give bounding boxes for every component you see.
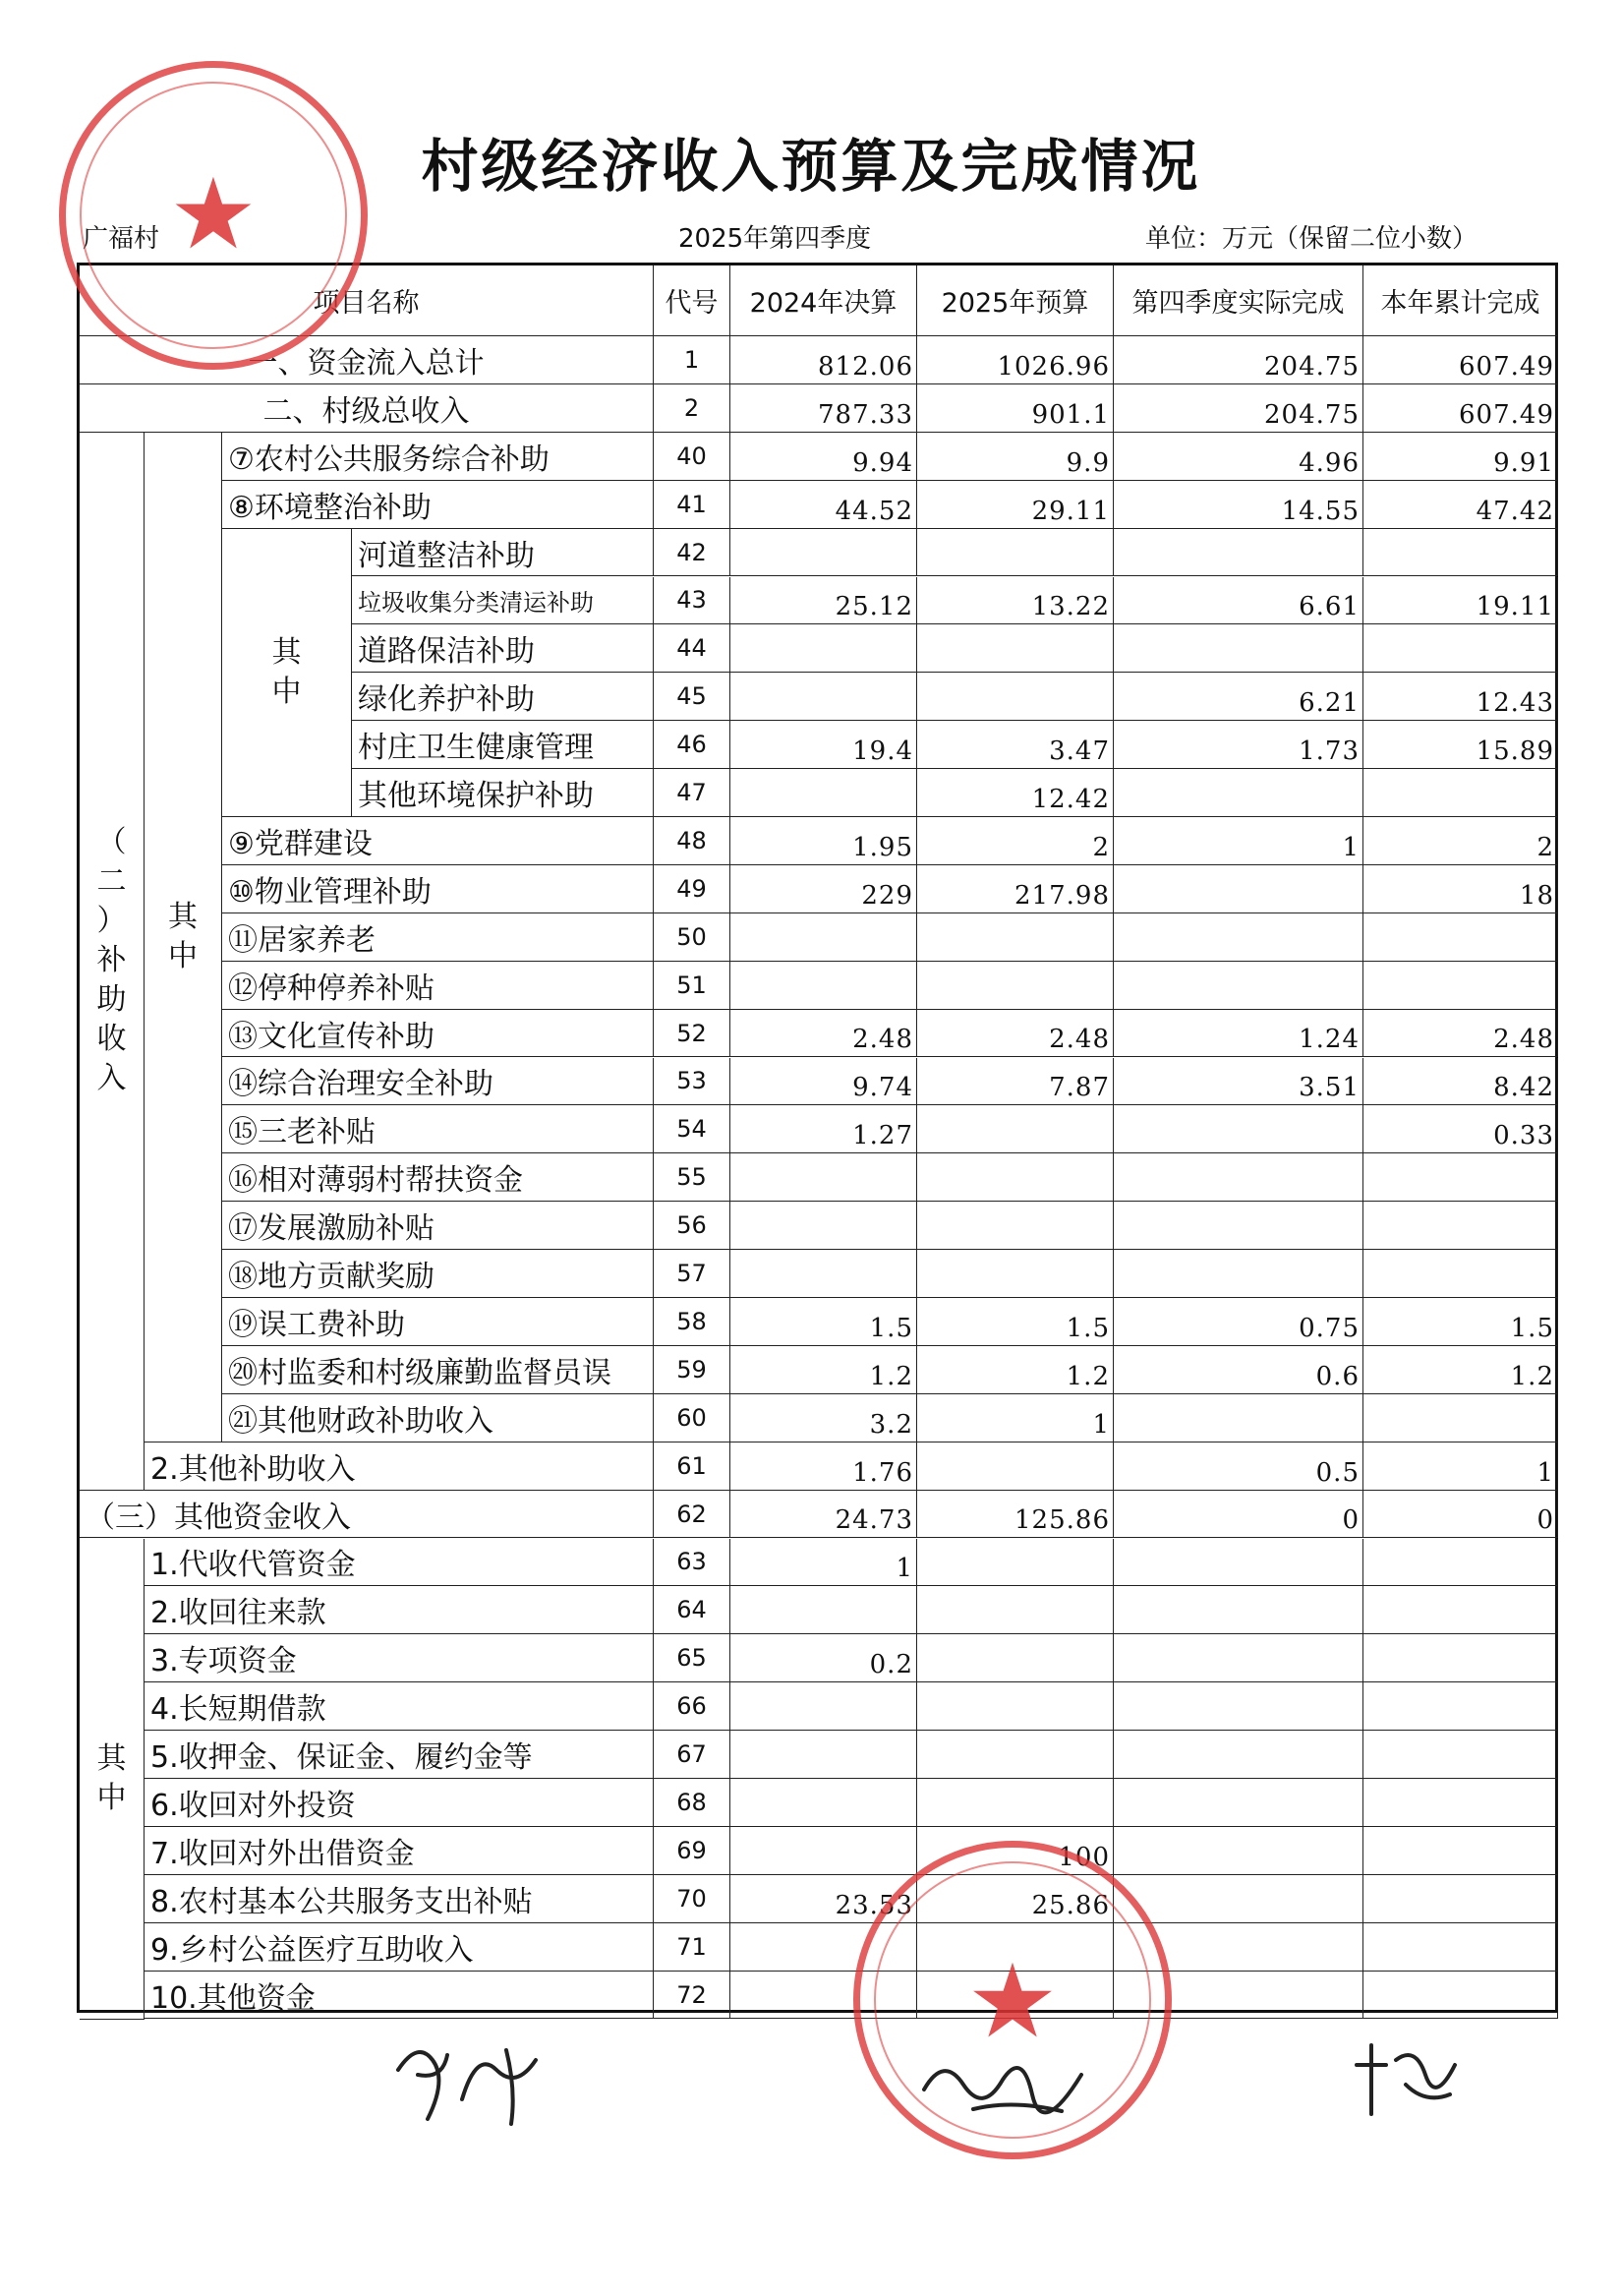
value-q4-actual <box>1114 913 1363 962</box>
row-name: 5.收押金、保证金、履约金等 <box>145 1731 654 1779</box>
row-name: ⑩物业管理补助 <box>222 865 654 913</box>
group-label-char: 其 <box>96 1740 127 1776</box>
value-ytd-actual: 1.5 <box>1363 1298 1558 1346</box>
group-label-char: 补 <box>96 943 127 978</box>
value-ytd-actual: 9.91 <box>1363 433 1558 481</box>
group-label-char: 其 <box>271 634 302 670</box>
value-2025-budget <box>917 913 1114 962</box>
value-2025-budget <box>917 1923 1114 1972</box>
value-2025-budget <box>917 1442 1114 1491</box>
value-2024-final: 3.2 <box>730 1394 917 1442</box>
header-item-name: 项目名称 <box>80 265 654 336</box>
value-q4-actual: 3.51 <box>1114 1058 1363 1106</box>
value-2025-budget <box>917 529 1114 577</box>
group-label-char: ） <box>96 904 127 939</box>
value-2024-final: 9.94 <box>730 433 917 481</box>
value-2024-final <box>730 624 917 673</box>
row-name: 村庄卫生健康管理 <box>352 721 654 769</box>
value-2025-budget: 1 <box>917 1394 1114 1442</box>
value-2024-final: 787.33 <box>730 384 917 433</box>
value-ytd-actual: 0.33 <box>1363 1105 1558 1153</box>
value-2025-budget: 3.47 <box>917 721 1114 769</box>
value-2025-budget: 29.11 <box>917 481 1114 529</box>
value-2025-budget: 901.1 <box>917 384 1114 433</box>
value-ytd-actual: 1 <box>1363 1442 1558 1491</box>
value-q4-actual <box>1114 1972 1363 2020</box>
row-code: 64 <box>654 1586 730 1634</box>
value-2024-final <box>730 1586 917 1634</box>
value-q4-actual <box>1114 1586 1363 1634</box>
value-ytd-actual <box>1363 962 1558 1010</box>
row-name: ⑫停种停养补贴 <box>222 962 654 1010</box>
row-name: ⑯相对薄弱村帮扶资金 <box>222 1153 654 1202</box>
value-2024-final: 1.27 <box>730 1105 917 1153</box>
value-2025-budget <box>917 1779 1114 1827</box>
row-name: 2.其他补助收入 <box>145 1442 654 1491</box>
group-subsidy-income <box>80 433 145 1491</box>
value-2024-final: 812.06 <box>730 336 917 384</box>
value-ytd-actual: 47.42 <box>1363 481 1558 529</box>
row-name: 一、资金流入总计 <box>80 336 654 384</box>
header-budget-2025: 2025年预算 <box>917 265 1114 336</box>
value-q4-actual <box>1114 1153 1363 1202</box>
row-code: 43 <box>654 577 730 625</box>
group-label-char: 收 <box>96 1022 127 1057</box>
value-2024-final: 2.48 <box>730 1010 917 1058</box>
signature-middle <box>914 2040 1111 2129</box>
row-name: 道路保洁补助 <box>352 624 654 673</box>
row-code: 71 <box>654 1923 730 1972</box>
row-code: 44 <box>654 624 730 673</box>
report-period: 2025年第四季度 <box>678 224 872 254</box>
row-name: 河道整洁补助 <box>352 529 654 577</box>
row-name: ⑱地方贡献奖励 <box>222 1250 654 1298</box>
value-2024-final: 9.74 <box>730 1058 917 1106</box>
row-code: 70 <box>654 1875 730 1923</box>
value-ytd-actual: 607.49 <box>1363 384 1558 433</box>
row-name: 2.收回往来款 <box>145 1586 654 1634</box>
value-2025-budget: 217.98 <box>917 865 1114 913</box>
star-icon: ★ <box>966 1941 1059 2061</box>
value-q4-actual: 204.75 <box>1114 336 1363 384</box>
row-code: 65 <box>654 1634 730 1682</box>
header-ytd-actual: 本年累计完成 <box>1363 265 1558 336</box>
value-ytd-actual: 8.42 <box>1363 1058 1558 1106</box>
value-2024-final: 1.2 <box>730 1346 917 1394</box>
row-name: 垃圾收集分类清运补助 <box>352 577 654 625</box>
value-ytd-actual <box>1363 1972 1558 2020</box>
value-q4-actual: 204.75 <box>1114 384 1363 433</box>
value-2024-final: 1.76 <box>730 1442 917 1491</box>
group-subsidy-detail <box>145 433 222 1442</box>
row-code: 63 <box>654 1539 730 1587</box>
value-2025-budget: 1026.96 <box>917 336 1114 384</box>
group-label-char: 入 <box>96 1061 127 1096</box>
row-code: 58 <box>654 1298 730 1346</box>
value-2025-budget: 100 <box>917 1827 1114 1875</box>
value-ytd-actual <box>1363 1153 1558 1202</box>
value-2024-final <box>730 673 917 721</box>
value-ytd-actual: 1.2 <box>1363 1346 1558 1394</box>
row-code: 47 <box>654 769 730 817</box>
signature-left <box>388 2031 565 2139</box>
value-2025-budget <box>917 1972 1114 2020</box>
row-name: ⑰发展激励补贴 <box>222 1202 654 1250</box>
value-2025-budget: 2.48 <box>917 1010 1114 1058</box>
value-q4-actual <box>1114 1682 1363 1731</box>
row-code: 54 <box>654 1105 730 1153</box>
row-name: ⑳村监委和村级廉勤监督员误 <box>222 1346 654 1394</box>
value-ytd-actual: 607.49 <box>1363 336 1558 384</box>
value-2024-final <box>730 1250 917 1298</box>
value-2024-final: 1.95 <box>730 817 917 865</box>
value-q4-actual: 14.55 <box>1114 481 1363 529</box>
value-ytd-actual: 18 <box>1363 865 1558 913</box>
value-ytd-actual <box>1363 1250 1558 1298</box>
value-2024-final <box>730 769 917 817</box>
value-q4-actual: 1.73 <box>1114 721 1363 769</box>
row-name: ⑦农村公共服务综合补助 <box>222 433 654 481</box>
group-label-char: 助 <box>96 982 127 1018</box>
value-2024-final <box>730 1153 917 1202</box>
value-q4-actual <box>1114 1539 1363 1587</box>
value-q4-actual <box>1114 1394 1363 1442</box>
row-code: 61 <box>654 1442 730 1491</box>
header-q4-actual: 第四季度实际完成 <box>1114 265 1363 336</box>
value-2025-budget <box>917 624 1114 673</box>
group-label-char: （ <box>96 825 127 860</box>
row-name: 4.长短期借款 <box>145 1682 654 1731</box>
value-ytd-actual: 15.89 <box>1363 721 1558 769</box>
row-code: 66 <box>654 1682 730 1731</box>
value-q4-actual <box>1114 1105 1363 1153</box>
value-2025-budget: 1.2 <box>917 1346 1114 1394</box>
value-ytd-actual <box>1363 1682 1558 1731</box>
value-2024-final: 25.12 <box>730 577 917 625</box>
value-2024-final <box>730 1779 917 1827</box>
value-2024-final: 1.5 <box>730 1298 917 1346</box>
row-name: 6.收回对外投资 <box>145 1779 654 1827</box>
value-ytd-actual <box>1363 1827 1558 1875</box>
row-code: 59 <box>654 1346 730 1394</box>
value-ytd-actual: 2.48 <box>1363 1010 1558 1058</box>
value-2025-budget: 7.87 <box>917 1058 1114 1106</box>
value-q4-actual <box>1114 1202 1363 1250</box>
page-title: 村级经济收入预算及完成情况 <box>421 133 1201 200</box>
row-code: 48 <box>654 817 730 865</box>
value-q4-actual <box>1114 962 1363 1010</box>
row-code: 56 <box>654 1202 730 1250</box>
value-q4-actual <box>1114 1731 1363 1779</box>
row-name: ⑪居家养老 <box>222 913 654 962</box>
value-ytd-actual <box>1363 1779 1558 1827</box>
value-q4-actual: 1.24 <box>1114 1010 1363 1058</box>
value-2025-budget <box>917 673 1114 721</box>
row-code: 40 <box>654 433 730 481</box>
value-q4-actual <box>1114 529 1363 577</box>
row-code: 57 <box>654 1250 730 1298</box>
value-ytd-actual <box>1363 1731 1558 1779</box>
value-ytd-actual <box>1363 624 1558 673</box>
value-q4-actual: 0 <box>1114 1491 1363 1539</box>
budget-table <box>77 263 1558 2016</box>
row-name: 二、村级总收入 <box>80 384 654 433</box>
value-2024-final <box>730 1972 917 2020</box>
value-ytd-actual <box>1363 1586 1558 1634</box>
value-2024-final <box>730 1923 917 1972</box>
unit-note: 单位：万元（保留二位小数） <box>1145 224 1478 254</box>
value-q4-actual <box>1114 1875 1363 1923</box>
value-2024-final: 23.53 <box>730 1875 917 1923</box>
value-2025-budget <box>917 1634 1114 1682</box>
row-name: 9.乡村公益医疗互助收入 <box>145 1923 654 1972</box>
row-name: ⑬文化宣传补助 <box>222 1010 654 1058</box>
value-2025-budget: 9.9 <box>917 433 1114 481</box>
value-2024-final: 24.73 <box>730 1491 917 1539</box>
value-q4-actual: 6.61 <box>1114 577 1363 625</box>
value-2025-budget: 2 <box>917 817 1114 865</box>
row-code: 68 <box>654 1779 730 1827</box>
value-q4-actual <box>1114 1827 1363 1875</box>
row-name: 3.专项资金 <box>145 1634 654 1682</box>
value-2025-budget <box>917 1586 1114 1634</box>
group-environment-detail <box>222 529 352 817</box>
row-name: 绿化养护补助 <box>352 673 654 721</box>
value-2025-budget: 12.42 <box>917 769 1114 817</box>
value-q4-actual <box>1114 1779 1363 1827</box>
value-2024-final: 229 <box>730 865 917 913</box>
value-2025-budget <box>917 1731 1114 1779</box>
value-ytd-actual <box>1363 1539 1558 1587</box>
group-label-char: 中 <box>96 1780 127 1815</box>
value-ytd-actual: 19.11 <box>1363 577 1558 625</box>
row-name: ⑧环境整治补助 <box>222 481 654 529</box>
header-code: 代号 <box>654 265 730 336</box>
value-q4-actual <box>1114 1923 1363 1972</box>
row-name: （三）其他资金收入 <box>80 1491 654 1539</box>
row-code: 51 <box>654 962 730 1010</box>
value-q4-actual <box>1114 769 1363 817</box>
value-2025-budget <box>917 1153 1114 1202</box>
value-2024-final <box>730 962 917 1010</box>
value-q4-actual: 6.21 <box>1114 673 1363 721</box>
value-ytd-actual: 12.43 <box>1363 673 1558 721</box>
row-code: 49 <box>654 865 730 913</box>
row-code: 72 <box>654 1972 730 2020</box>
value-2024-final <box>730 1731 917 1779</box>
row-name: 其他环境保护补助 <box>352 769 654 817</box>
value-2024-final <box>730 1682 917 1731</box>
value-q4-actual <box>1114 624 1363 673</box>
value-2024-final: 19.4 <box>730 721 917 769</box>
village-name: 广福村 <box>83 224 160 254</box>
value-ytd-actual <box>1363 913 1558 962</box>
row-code: 69 <box>654 1827 730 1875</box>
row-code: 46 <box>654 721 730 769</box>
value-q4-actual: 0.75 <box>1114 1298 1363 1346</box>
value-2024-final <box>730 913 917 962</box>
row-code: 52 <box>654 1010 730 1058</box>
row-code: 50 <box>654 913 730 962</box>
row-name: ⑲误工费补助 <box>222 1298 654 1346</box>
value-2024-final <box>730 1202 917 1250</box>
star-icon: ★ <box>169 156 258 271</box>
row-code: 62 <box>654 1491 730 1539</box>
value-q4-actual: 1 <box>1114 817 1363 865</box>
value-q4-actual <box>1114 1250 1363 1298</box>
row-code: 2 <box>654 384 730 433</box>
value-ytd-actual: 0 <box>1363 1491 1558 1539</box>
value-q4-actual <box>1114 865 1363 913</box>
row-code: 42 <box>654 529 730 577</box>
value-2025-budget: 25.86 <box>917 1875 1114 1923</box>
value-2025-budget <box>917 1539 1114 1587</box>
group-label-char: 二 <box>96 864 127 900</box>
value-ytd-actual <box>1363 1202 1558 1250</box>
group-label-char: 中 <box>271 674 302 709</box>
value-q4-actual: 4.96 <box>1114 433 1363 481</box>
value-2025-budget: 1.5 <box>917 1298 1114 1346</box>
value-2024-final: 0.2 <box>730 1634 917 1682</box>
row-name: 7.收回对外出借资金 <box>145 1827 654 1875</box>
row-name: ⑮三老补贴 <box>222 1105 654 1153</box>
row-code: 55 <box>654 1153 730 1202</box>
value-2024-final <box>730 529 917 577</box>
signature-right <box>1347 2035 1465 2124</box>
group-label-char: 其 <box>168 899 198 934</box>
row-name: 1.代收代管资金 <box>145 1539 654 1587</box>
value-q4-actual <box>1114 1634 1363 1682</box>
value-2024-final: 1 <box>730 1539 917 1587</box>
row-name: ⑨党群建设 <box>222 817 654 865</box>
value-ytd-actual <box>1363 1923 1558 1972</box>
value-2024-final <box>730 1827 917 1875</box>
value-q4-actual: 0.6 <box>1114 1346 1363 1394</box>
value-2025-budget <box>917 1105 1114 1153</box>
row-name: 10.其他资金 <box>145 1972 654 2020</box>
value-ytd-actual: 2 <box>1363 817 1558 865</box>
value-q4-actual: 0.5 <box>1114 1442 1363 1491</box>
value-ytd-actual <box>1363 769 1558 817</box>
row-code: 67 <box>654 1731 730 1779</box>
group-other-funds-detail <box>80 1539 145 2020</box>
row-code: 53 <box>654 1058 730 1106</box>
row-name: ㉑其他财政补助收入 <box>222 1394 654 1442</box>
row-name: ⑭综合治理安全补助 <box>222 1058 654 1106</box>
value-ytd-actual <box>1363 1875 1558 1923</box>
group-label-char: 中 <box>168 938 198 973</box>
value-2025-budget: 125.86 <box>917 1491 1114 1539</box>
value-2025-budget: 13.22 <box>917 577 1114 625</box>
row-code: 1 <box>654 336 730 384</box>
value-2025-budget <box>917 962 1114 1010</box>
value-2025-budget <box>917 1250 1114 1298</box>
row-code: 41 <box>654 481 730 529</box>
header-final-2024: 2024年决算 <box>730 265 917 336</box>
row-code: 60 <box>654 1394 730 1442</box>
value-ytd-actual <box>1363 529 1558 577</box>
row-name: 8.农村基本公共服务支出补贴 <box>145 1875 654 1923</box>
row-code: 45 <box>654 673 730 721</box>
value-2024-final: 44.52 <box>730 481 917 529</box>
value-ytd-actual <box>1363 1634 1558 1682</box>
value-ytd-actual <box>1363 1394 1558 1442</box>
value-2025-budget <box>917 1682 1114 1731</box>
value-2025-budget <box>917 1202 1114 1250</box>
